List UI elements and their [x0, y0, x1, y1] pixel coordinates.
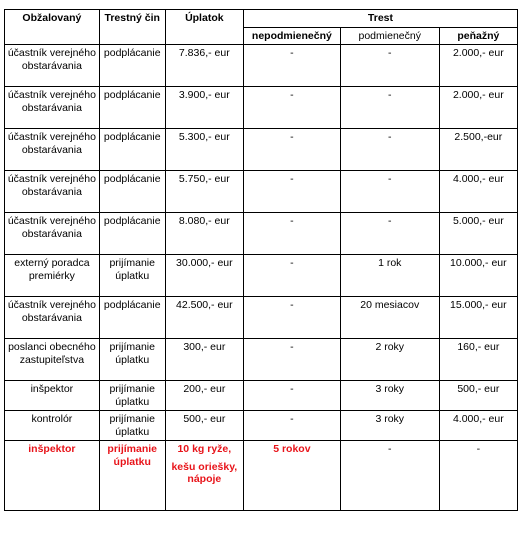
table-row-highlighted [5, 441, 518, 511]
cell-nepodmienecny: - [243, 213, 340, 255]
cell-trestny-cin: podplácanie [99, 129, 165, 171]
cell-obzalovany: účastník verejného obstarávania [5, 297, 100, 339]
cell-nepodmienecny: - [243, 171, 340, 213]
table-row [5, 255, 518, 297]
cell-podmieneny: - [340, 129, 439, 171]
cell-nepodmienecny: - [243, 45, 340, 87]
cell-podmieneny: - [340, 213, 439, 255]
cell-trestny-cin: prijímanie úplatku [99, 441, 165, 511]
cell-nepodmienecny: - [243, 381, 340, 411]
cell-uplatok: 8.080,- eur [165, 213, 243, 255]
cell-obzalovany: účastník verejného obstarávania [5, 87, 100, 129]
cell-penazny: 4.000,- eur [439, 171, 517, 213]
cell-uplatok: 42.500,- eur [165, 297, 243, 339]
cell-penazny: 160,- eur [439, 339, 517, 381]
cell-obzalovany: inšpektor [5, 441, 100, 511]
cell-penazny: 2.000,- eur [439, 87, 517, 129]
cell-obzalovany: externý poradca premiérky [5, 255, 100, 297]
cell-obzalovany: účastník verejného obstarávania [5, 45, 100, 87]
cell-uplatok [165, 441, 243, 511]
cell-uplatok: 300,- eur [165, 339, 243, 381]
cell-nepodmienecny: - [243, 87, 340, 129]
cell-nepodmienecny: - [243, 297, 340, 339]
cell-nepodmienecny: - [243, 129, 340, 171]
table-row [5, 411, 518, 441]
cell-trestny-cin: prijímanie úplatku [99, 381, 165, 411]
cell-obzalovany: účastník verejného obstarávania [5, 213, 100, 255]
cell-obzalovany: kontrolór [5, 411, 100, 441]
table-row [5, 297, 518, 339]
table-row [5, 129, 518, 171]
header-trest: Trest [243, 10, 517, 28]
cell-podmieneny: 2 roky [340, 339, 439, 381]
header-podmieneny: podmienečný [340, 27, 439, 45]
uplatok-line: 10 kg ryže, [177, 443, 232, 455]
cell-podmieneny: 3 roky [340, 381, 439, 411]
header-uplatok: Úplatok [165, 10, 243, 45]
cell-trestny-cin: prijímanie úplatku [99, 255, 165, 297]
cell-obzalovany: inšpektor [5, 381, 100, 411]
cell-penazny: 5.000,- eur [439, 213, 517, 255]
cell-uplatok: 30.000,- eur [165, 255, 243, 297]
cell-podmieneny: - [340, 171, 439, 213]
cell-trestny-cin: podplácanie [99, 87, 165, 129]
cell-trestny-cin: podplácanie [99, 45, 165, 87]
cell-trestny-cin: prijímanie úplatku [99, 339, 165, 381]
cell-uplatok: 5.750,- eur [165, 171, 243, 213]
table-row [5, 339, 518, 381]
cell-podmieneny: 20 mesiacov [340, 297, 439, 339]
header-obzalovany: Obžalovaný [5, 10, 100, 45]
header-nepodmienecny: nepodmienečný [243, 27, 340, 45]
cell-podmieneny: 1 rok [340, 255, 439, 297]
cell-obzalovany: poslanci obecného zastupiteľstva [5, 339, 100, 381]
cell-penazny: 500,- eur [439, 381, 517, 411]
table-row [5, 45, 518, 87]
cell-uplatok: 500,- eur [165, 411, 243, 441]
cell-nepodmienecny: - [243, 339, 340, 381]
cell-trestny-cin: prijímanie úplatku [99, 411, 165, 441]
cell-trestny-cin: podplácanie [99, 171, 165, 213]
cell-nepodmienecny: - [243, 255, 340, 297]
table-row [5, 213, 518, 255]
sentences-table [4, 9, 518, 511]
header-trestny-cin: Trestný čin [99, 10, 165, 45]
cell-podmieneny: - [340, 87, 439, 129]
cell-penazny: 10.000,- eur [439, 255, 517, 297]
cell-uplatok: 200,- eur [165, 381, 243, 411]
cell-penazny: - [439, 441, 517, 511]
cell-penazny: 2.000,- eur [439, 45, 517, 87]
cell-podmieneny: - [340, 45, 439, 87]
uplatok-line: kešu oriešky, [171, 460, 238, 473]
cell-uplatok: 3.900,- eur [165, 87, 243, 129]
header-row-1 [5, 10, 518, 28]
cell-podmieneny: 3 roky [340, 411, 439, 441]
cell-podmieneny: - [340, 441, 439, 511]
cell-penazny: 2.500,-eur [439, 129, 517, 171]
cell-penazny: 15.000,- eur [439, 297, 517, 339]
cell-obzalovany: účastník verejného obstarávania [5, 171, 100, 213]
cell-uplatok: 7.836,- eur [165, 45, 243, 87]
table-row [5, 381, 518, 411]
cell-trestny-cin: podplácanie [99, 297, 165, 339]
header-penazny: peňažný [439, 27, 517, 45]
table-row [5, 87, 518, 129]
cell-trestny-cin: podplácanie [99, 213, 165, 255]
cell-uplatok: 5.300,- eur [165, 129, 243, 171]
table-row [5, 171, 518, 213]
cell-nepodmienecny: - [243, 411, 340, 441]
cell-penazny: 4.000,- eur [439, 411, 517, 441]
uplatok-line: nápoje [187, 473, 222, 485]
cell-nepodmienecny: 5 rokov [243, 441, 340, 511]
cell-obzalovany: účastník verejného obstarávania [5, 129, 100, 171]
